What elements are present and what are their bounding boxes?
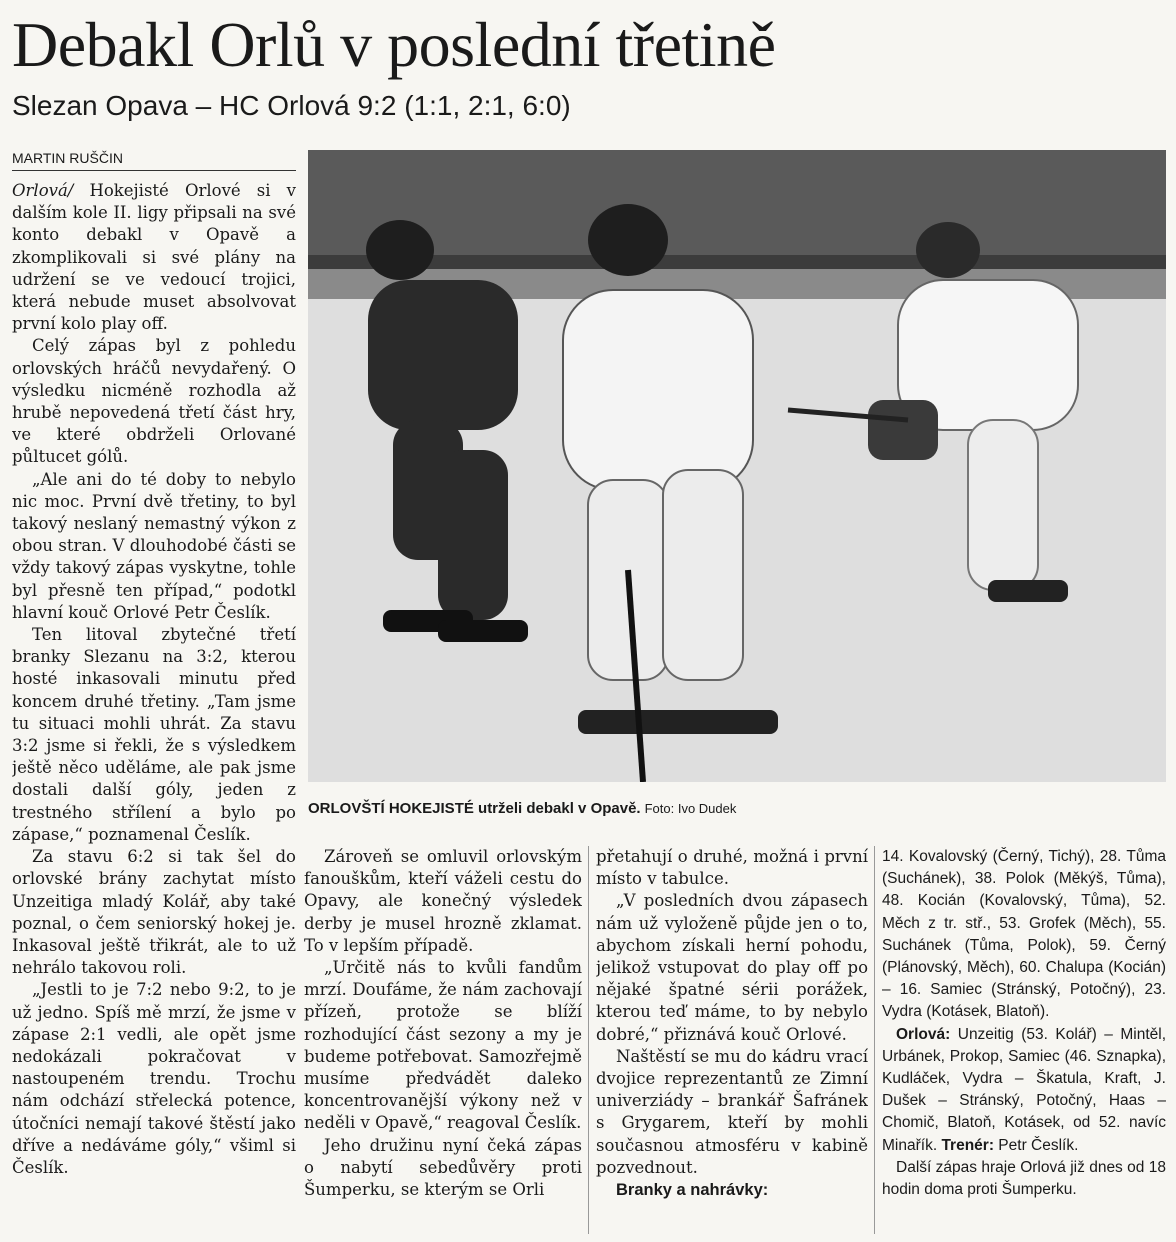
- photo-credit: Foto: Ivo Dudek: [644, 801, 737, 816]
- paragraph: Zároveň se omluvil orlovským fanouškům, kteří váželi cestu do Opavy, ale konečný výsledek derby je musel hrozně zklamat. To v lepším případě.: [304, 847, 582, 955]
- paragraph: „Ale ani do té doby to nebylo nic moc. První dvě třetiny, to byl takový neslaný nemastný výkon z obou stran. V dlouhodobé části se vždy takový zápas vyskytne, tohle byl přesně ten případ,“ podotkl hlavní kouč Orlové Petr Česlík.: [12, 469, 296, 622]
- column-rule: [588, 846, 589, 1234]
- caption-text: utrželi debakl v Opavě.: [473, 800, 641, 817]
- paragraph: Za stavu 6:2 si tak šel do orlovské brány zachytat místo Unzeitiga mladý Kolář, aby také poznal, o čem seniorský hokej je. Inkasoval ještě třikrát, ale to už nehrálo takovou roli.: [12, 847, 296, 978]
- paragraph: Naštěstí se mu do kádru vrací dvojice reprezentantů ze Zimní univerziády – brankář Šafránek s Grygarem, kteří by mohli současnou atmosféru v kabině pozvednout.: [596, 1046, 868, 1177]
- coach-label: Trenér:: [941, 1136, 994, 1154]
- column-rule: [874, 846, 875, 1234]
- hockey-players-illustration: [308, 150, 1166, 782]
- scorers-list: 14. Kovalovský (Černý, Tichý), 28. Tůma (Suchánek), 38. Polok (Měkýš, Tůma), 48. Kocián (Kovalovský, Tůma), 52. Měch z tr. stř., 53. Grofek (Měch), 55. Suchánek (Tůma, Polok), 59. Černý (Plánovský, Měch), 60. Chalupa (Kocián) – 16. Samiec (Stránský, Potočný), 23. Vydra (Kotásek, Blatoň).: [882, 848, 1166, 1021]
- column-1: [12, 180, 296, 1232]
- paragraph: Celý zápas byl z pohledu orlovských hráčů nevydařený. O výsledku nicméně rozhodla až hrubě nepovedená třetí část hry, ve které obdrželi Orlované půltucet gólů.: [12, 336, 296, 467]
- paragraph: Další zápas hraje Orlová již dnes od 18 hodin doma proti Šumperku.: [882, 1158, 1166, 1199]
- paragraph: Jeho družinu nyní čeká zápas o nabytí sebedůvěry proti Šumperku, se kterým se Orli: [304, 1135, 582, 1200]
- column-3: [596, 846, 868, 1236]
- headline: Debakl Orlů v poslední třetině: [12, 9, 776, 80]
- coach-text: Petr Česlík.: [994, 1136, 1079, 1154]
- paragraph: [12, 180, 296, 335]
- paragraph: „Určitě nás to kvůli fandům mrzí. Doufáme, že nám zachovají přízeň, protože se blíží rozhodující část sezony a my je budeme potřebovat. Samozřejmě musíme předvádět daleko koncentrovanější výkony než v neděli v Opavě,“ reagoval Česlík.: [304, 958, 582, 1133]
- lineup-text: Unzeitig (53. Kolář) – Mintěl, Urbánek, Prokop, Samiec (46. Sznapka), Kudláček, Vydra – Škatula, Kraft, J. Dušek – Stránský, Potočný, Haas – Chomič, Blatoň, Kotásek, od 52. navíc Minařík.: [882, 1025, 1166, 1154]
- scorers-label: Branky a nahrávky:: [616, 1181, 769, 1200]
- byline: MARTIN RUŠČIN: [12, 150, 296, 171]
- photo-caption: [308, 800, 1166, 817]
- column-2: [304, 846, 582, 1236]
- hockey-photo: [308, 150, 1166, 782]
- paragraph: [596, 1179, 868, 1201]
- paragraph: Ten litoval zbytečné třetí branky Slezanu na 3:2, kterou hosté inkasovali minutu před koncem druhé třetiny. „Tam jsme tu situaci mohli uhrát. Za stavu 3:2 jsme si řekli, že s výsledkem ještě něco uděláme, ale pak jsme dostali další góly, jeden z trestného střílení a bylo po zápase,“ poznamenal Česlík.: [12, 625, 296, 844]
- dateline: Orlová/: [12, 181, 74, 200]
- paragraph: „Jestli to je 7:2 nebo 9:2, to je už jedno. Spíš mě mrzí, že jsme v zápase 2:1 vedli, ale opět jsme nedokázali pokračovat v nastoupeném trendu. Trochu nám odchází střelecká potence, útočníci nemají takové štěstí jako dříve a nedáváme góly,“ všiml si Česlík.: [12, 980, 296, 1177]
- subheadline: Slezan Opava – HC Orlová 9:2 (1:1, 2:1, 6:0): [12, 90, 571, 121]
- lineup-label: Orlová:: [896, 1025, 951, 1043]
- paragraph-text: Hokejisté Orlové si v dalším kole II. ligy připsali na své konto debakl v Opavě a zkomplikovali si své plány na udržení se ve vedoucí trojici, která nebude muset absolvovat první kolo play off.: [12, 181, 296, 334]
- paragraph: přetahují o druhé, možná i první místo v tabulce.: [596, 847, 868, 889]
- paragraph: [882, 1024, 1166, 1157]
- paragraph: „V posledních dvou zápasech nám už vyloženě půjde jen o to, abychom získali herní pohodu, jelikož vstupovat do play off po nějaké špatné sérii porážek, kterou teď máme, to by nebylo dobré,“ přiznává kouč Orlové.: [596, 891, 868, 1044]
- caption-bold: ORLOVŠTÍ HOKEJISTÉ: [308, 800, 474, 817]
- column-4: [882, 846, 1166, 1236]
